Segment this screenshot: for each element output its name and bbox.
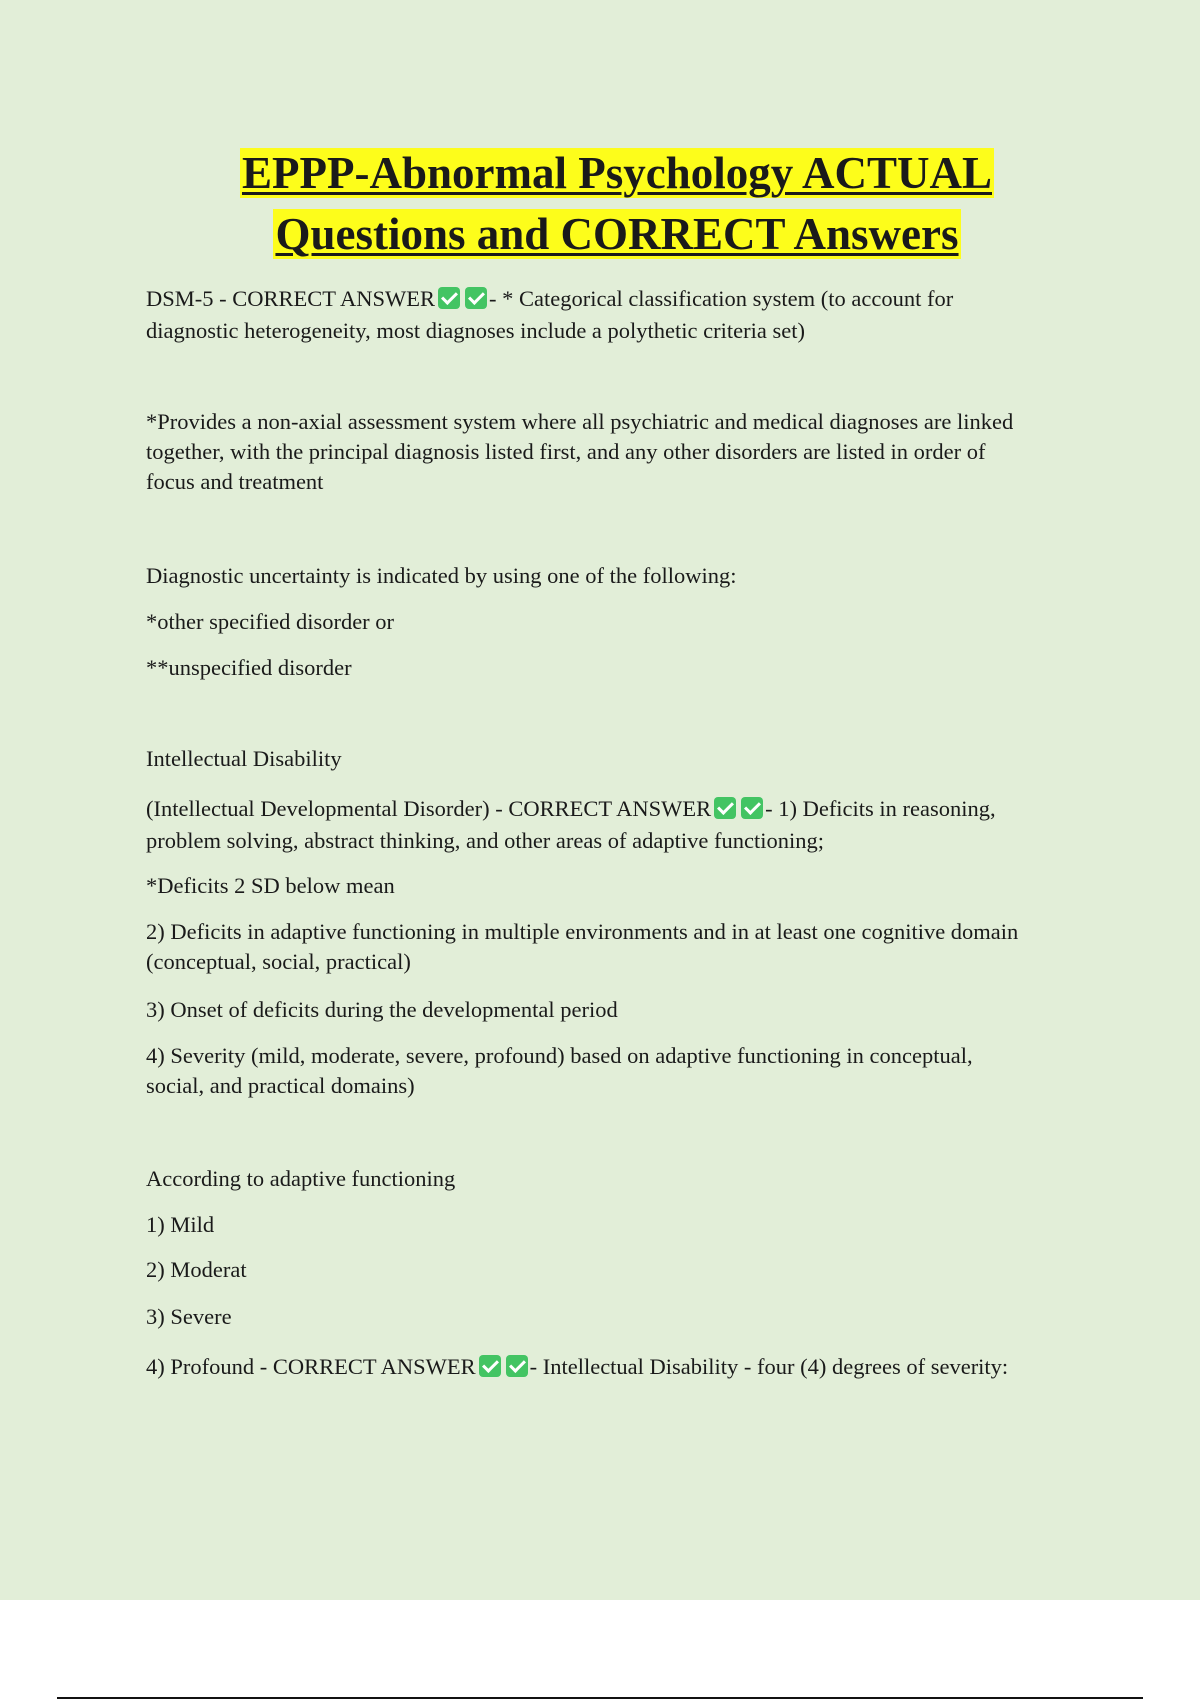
- paragraph-line: 3) Onset of deficits during the developmental period: [146, 997, 618, 1022]
- check-icon: [741, 797, 763, 819]
- document-title: [0, 143, 1200, 265]
- list-item: 2) Moderat: [146, 1257, 247, 1282]
- list-item: 1) Mild: [146, 1212, 215, 1237]
- answer-text: - 1) Deficits in reasoning,: [765, 796, 996, 821]
- list-item: 3) Severe: [146, 1304, 232, 1329]
- check-icon: [479, 1355, 501, 1377]
- paragraph-line: diagnostic heterogeneity, most diagnoses include a polythetic criteria set): [146, 318, 805, 343]
- footer-rule: [57, 1697, 1143, 1699]
- paragraph-line: together, with the principal diagnosis listed first, and any other disorders are listed in order of: [146, 439, 986, 464]
- check-icon: [465, 287, 487, 309]
- section-heading: Intellectual Disability: [146, 746, 342, 771]
- check-icon: [438, 287, 460, 309]
- paragraph-line: problem solving, abstract thinking, and other areas of adaptive functioning;: [146, 828, 824, 853]
- check-icon: [506, 1355, 528, 1377]
- paragraph-line: *other specified disorder or: [146, 609, 395, 634]
- intellectual-answer-line: [146, 794, 996, 824]
- paragraph-line: (conceptual, social, practical): [146, 949, 411, 974]
- severity-answer-line: [146, 1352, 1008, 1382]
- question-text: 4) Profound - CORRECT ANSWER: [146, 1354, 476, 1379]
- dsm5-answer-line: [146, 284, 953, 314]
- answer-text: - Intellectual Disability - four (4) degrees of severity:: [529, 1354, 1009, 1379]
- paragraph-line: 4) Severity (mild, moderate, severe, profound) based on adaptive functioning in conceptual,: [146, 1043, 973, 1068]
- paragraph-line: Diagnostic uncertainty is indicated by using one of the following:: [146, 563, 737, 588]
- title-line-1: EPPP-Abnormal Psychology ACTUAL: [241, 148, 992, 198]
- paragraph-line: 2) Deficits in adaptive functioning in multiple environments and in at least one cognitive domain: [146, 919, 1019, 944]
- check-icon: [714, 797, 736, 819]
- title-line-2: Questions and CORRECT Answers: [275, 209, 959, 259]
- answer-text: - * Categorical classification system (to account for: [489, 286, 954, 311]
- paragraph-line: focus and treatment: [146, 469, 324, 494]
- question-text: DSM-5 - CORRECT ANSWER: [146, 286, 435, 311]
- paragraph-line: *Provides a non-axial assessment system where all psychiatric and medical diagnoses are linked: [146, 409, 1014, 434]
- paragraph-line: social, and practical domains): [146, 1073, 415, 1098]
- section-heading: According to adaptive functioning: [146, 1166, 456, 1191]
- paragraph-line: *Deficits 2 SD below mean: [146, 873, 395, 898]
- paragraph-line: **unspecified disorder: [146, 655, 352, 680]
- question-text: (Intellectual Developmental Disorder) - CORRECT ANSWER: [146, 796, 712, 821]
